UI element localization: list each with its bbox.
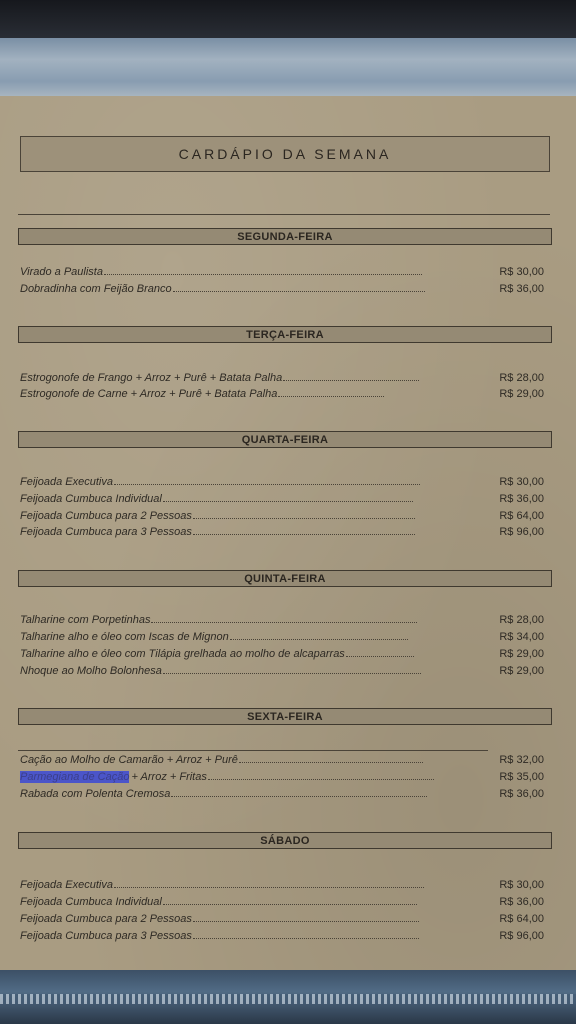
- sleeve-perforation: [0, 994, 576, 1004]
- dot-leader: [239, 754, 423, 763]
- dot-leader: [163, 665, 421, 674]
- menu-item: [20, 283, 548, 299]
- item-name: Feijoada Executiva: [20, 476, 113, 488]
- item-name: Rabada com Polenta Cremosa: [20, 788, 171, 800]
- dot-leader: [283, 372, 419, 381]
- day-header-quarta: [18, 431, 552, 448]
- dot-leader: [208, 771, 434, 780]
- item-price: R$ 29,00: [499, 388, 544, 400]
- item-price: R$ 30,00: [499, 879, 544, 891]
- menu-item: [20, 631, 548, 647]
- item-name: Feijoada Cumbuca para 2 Pessoas: [20, 510, 192, 522]
- item-name-highlighted: Parmegiana de Cação: [20, 771, 130, 783]
- day-label: QUARTA-FEIRA: [241, 433, 329, 446]
- item-name: Feijoada Executiva: [20, 879, 113, 891]
- dot-leader: [278, 388, 384, 397]
- dot-leader: [114, 476, 420, 485]
- day-label: SÁBADO: [260, 834, 310, 847]
- day-header-sabado: [18, 832, 552, 849]
- item-price: R$ 96,00: [499, 526, 544, 538]
- item-price: R$ 64,00: [499, 510, 544, 522]
- menu-item: [20, 648, 548, 664]
- menu-item: [20, 510, 548, 526]
- item-price: R$ 29,00: [499, 665, 544, 677]
- item-name: Feijoada Cumbuca Individual: [20, 493, 162, 505]
- item-name: + Arroz + Fritas: [131, 771, 207, 783]
- menu-sheet: [0, 96, 576, 976]
- plastic-sleeve-top: [0, 38, 576, 100]
- item-name: Feijoada Cumbuca Individual: [20, 896, 162, 908]
- item-price: R$ 35,00: [499, 771, 544, 783]
- dot-leader: [193, 526, 415, 535]
- item-price: R$ 36,00: [499, 283, 544, 295]
- menu-item: [20, 266, 548, 282]
- dot-leader: [346, 648, 414, 657]
- dot-leader: [163, 493, 413, 502]
- dot-leader: [151, 614, 417, 623]
- item-name: Dobradinha com Feijão Branco: [20, 283, 172, 295]
- menu-item: [20, 930, 548, 946]
- menu-item: [20, 788, 548, 804]
- item-name: Feijoada Cumbuca para 3 Pessoas: [20, 930, 192, 942]
- day-header-terca: [18, 326, 552, 343]
- dot-leader: [193, 930, 419, 939]
- item-price: R$ 28,00: [499, 372, 544, 384]
- plastic-sleeve-bottom: [0, 970, 576, 1024]
- menu-item: [20, 526, 548, 542]
- day-label: TERÇA-FEIRA: [246, 328, 324, 341]
- item-price: R$ 36,00: [499, 493, 544, 505]
- menu-item: [20, 754, 548, 770]
- menu-item: [20, 614, 548, 630]
- menu-item: [20, 665, 548, 681]
- dot-leader: [114, 879, 424, 888]
- dot-leader: [171, 788, 427, 797]
- item-name: Talharine alho e óleo com Tilápia grelhada ao molho de alcaparras: [20, 648, 345, 660]
- item-price: R$ 30,00: [499, 266, 544, 278]
- page-title: CARDÁPIO DA SEMANA: [178, 146, 392, 162]
- item-name: Estrogonofe de Frango + Arroz + Purê + Batata Palha: [20, 372, 283, 384]
- day-label: SEXTA-FEIRA: [247, 710, 323, 723]
- item-price: R$ 32,00: [499, 754, 544, 766]
- item-price: R$ 30,00: [499, 476, 544, 488]
- divider: [18, 214, 550, 215]
- item-price: R$ 36,00: [499, 896, 544, 908]
- item-name: Estrogonofe de Carne + Arroz + Purê + Batata Palha: [20, 388, 278, 400]
- background-top: [0, 0, 576, 40]
- day-label: QUINTA-FEIRA: [244, 572, 326, 585]
- divider: [18, 750, 488, 751]
- menu-item: [20, 493, 548, 509]
- day-header-segunda: [18, 228, 552, 245]
- item-name: Talharine com Porpetinhas: [20, 614, 151, 626]
- menu-item: [20, 913, 548, 929]
- day-label: SEGUNDA-FEIRA: [237, 230, 333, 243]
- item-price: R$ 28,00: [499, 614, 544, 626]
- day-header-quinta: [18, 570, 552, 587]
- item-price: R$ 34,00: [499, 631, 544, 643]
- item-name: Cação ao Molho de Camarão + Arroz + Purê: [20, 754, 238, 766]
- dot-leader: [230, 631, 408, 640]
- day-header-sexta: [18, 708, 552, 725]
- menu-item: [20, 388, 548, 404]
- dot-leader: [193, 510, 415, 519]
- item-name: Talharine alho e óleo com Iscas de Mignon: [20, 631, 229, 643]
- item-name: Feijoada Cumbuca para 3 Pessoas: [20, 526, 192, 538]
- item-price: R$ 36,00: [499, 788, 544, 800]
- dot-leader: [173, 283, 425, 292]
- dot-leader: [193, 913, 419, 922]
- menu-item: [20, 879, 548, 895]
- menu-item: [20, 896, 548, 912]
- menu-item: [20, 372, 548, 388]
- title-box: [20, 136, 550, 172]
- item-price: R$ 29,00: [499, 648, 544, 660]
- menu-item: [20, 771, 548, 787]
- item-price: R$ 64,00: [499, 913, 544, 925]
- item-price: R$ 96,00: [499, 930, 544, 942]
- item-name: Virado a Paulista: [20, 266, 103, 278]
- item-name: Nhoque ao Molho Bolonhesa: [20, 665, 162, 677]
- dot-leader: [163, 896, 417, 905]
- menu-item: [20, 476, 548, 492]
- item-name: Feijoada Cumbuca para 2 Pessoas: [20, 913, 192, 925]
- dot-leader: [104, 266, 422, 275]
